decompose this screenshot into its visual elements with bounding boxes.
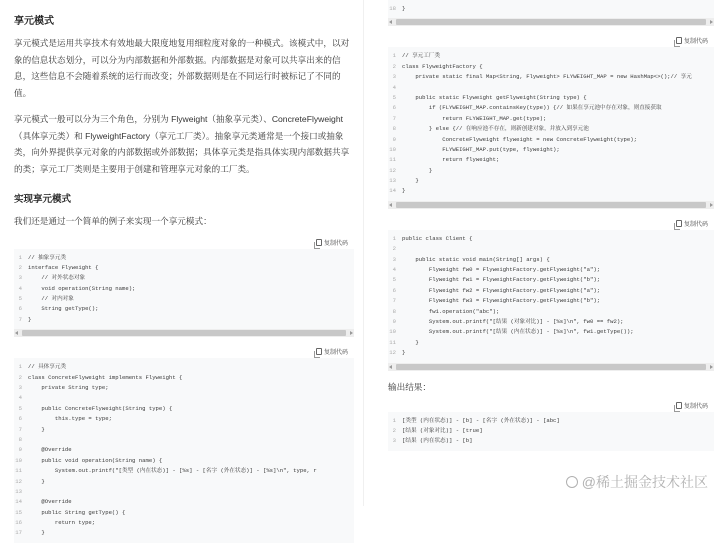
line-number: 11 (15, 467, 22, 475)
code-text: public void operation(String name) { (28, 456, 163, 464)
code-text: class FlyweightFactory { (402, 62, 483, 70)
code-text: if (FLYWEIGHT_MAP.containsKey(type)) {// 如果在享元池中存在对象，则直接获取 (402, 104, 662, 112)
code-text: return flyweight; (402, 156, 500, 164)
line-number: 3 (392, 255, 396, 263)
code-text: } (402, 349, 406, 357)
code-text: [结果 (内在状态)] - [b] (402, 437, 473, 445)
code-line (388, 327, 714, 337)
code-block-client (388, 217, 714, 371)
code-line (14, 508, 354, 518)
line-number: 3 (18, 384, 22, 392)
line-number: 3 (392, 73, 396, 81)
code-text: // 具体享元类 (28, 363, 67, 371)
code-text (28, 487, 354, 497)
line-number: 11 (389, 156, 396, 164)
code-line (388, 186, 714, 196)
code-line (388, 93, 714, 103)
code-text: } (28, 529, 45, 537)
line-number: 16 (15, 519, 22, 527)
code-line (388, 436, 714, 446)
code-text: private String type; (28, 384, 109, 392)
line-number: 7 (18, 315, 22, 323)
line-number: 12 (389, 349, 396, 357)
code-text: class ConcreteFlyweight implements Flyweight { (28, 373, 183, 381)
line-number: 12 (15, 477, 22, 485)
code-line (388, 124, 714, 134)
code-text: fw1.operation("abc"); (402, 307, 500, 315)
code-line (388, 114, 714, 124)
line-number: 5 (392, 93, 396, 101)
roles-paragraph: 享元模式一般可以分为三个角色，分别为 Flyweight（抽象享元类）、ConcreteFlyweight（具体享元类）和 FlyweightFactory（享元工厂类）。抽象享元类通常是一个接口或抽象类，向外界提供享元对象的内部数据或外部数据；具体享元类是指具体实现内部数据共享的类；享元工厂类则是主要用于创建和管理享元对象的工厂类。 (14, 114, 350, 174)
code-line (14, 284, 354, 294)
code-text: } (402, 5, 406, 12)
code-line (14, 528, 354, 538)
code-line (14, 253, 354, 263)
horizontal-scrollbar[interactable] (14, 329, 354, 337)
intro-paragraph: 享元模式是运用共享技术有效地最大限度地复用细粒度对象的一种模式。该模式中，以对象的信息状态划分，可以分为内部数据和外部数据。内部数据是对象可以共享出来的信息，这些信息不会随着系统的运行而改变；外部数据则是在不同运行时被标记了不同的值。 (14, 38, 350, 98)
copy-icon (316, 239, 322, 246)
watermark-text: @稀土掘金技术社区 (581, 474, 708, 490)
code-text: this.type = type; (28, 415, 112, 423)
left-column (0, 0, 360, 537)
code-text: } (402, 177, 419, 185)
code-line (388, 4, 714, 14)
copy-code-label: 复制代码 (683, 39, 708, 46)
line-number: 17 (15, 529, 22, 537)
code-line (388, 62, 714, 72)
code-text: Flyweight fw0 = FlyweightFactory.getFlyweight("a"); (402, 266, 601, 274)
copy-code-button[interactable] (316, 238, 348, 247)
code-text: } (402, 338, 419, 346)
code-line (388, 83, 714, 93)
code-line (388, 166, 714, 176)
line-number: 2 (18, 263, 22, 271)
line-number: 8 (392, 307, 396, 315)
copy-code-label: 复制代码 (323, 240, 348, 247)
code-line (14, 273, 354, 283)
code-text: } (402, 187, 406, 195)
code-text: @Override (28, 498, 72, 506)
code-block-flyweight-factory (388, 34, 714, 208)
code-text: } (28, 425, 45, 433)
line-number: 1 (392, 416, 396, 424)
code-line (14, 445, 354, 455)
code-text: Flyweight fw3 = FlyweightFactory.getFlyweight("b"); (402, 297, 601, 305)
code-text: public static void main(String[] args) { (402, 255, 550, 263)
copy-icon (676, 402, 682, 409)
code-text: System.out.printf("[类型 (内在状态)] - [%s] - [名字 (外在状态)] - [%s]\n", type, r (28, 467, 317, 475)
code-text: [类型 (内在状态)] - [b] - [名字 (外在状态)] - [abc] (402, 416, 560, 424)
code-text (402, 83, 714, 93)
code-line (14, 518, 354, 528)
line-number: 11 (389, 338, 396, 346)
line-number: 5 (18, 404, 22, 412)
code-text: public String getType() { (28, 508, 126, 516)
section-heading: 享元模式 (14, 16, 54, 27)
line-number: 2 (392, 426, 396, 434)
code-text: System.out.printf("[结果 (对象对比)] - [%s]\n", fw0 == fw2); (402, 317, 624, 325)
code-line (14, 487, 354, 497)
line-number: 9 (392, 317, 396, 325)
code-line (14, 393, 354, 403)
line-number: 14 (15, 498, 22, 506)
code-content (388, 0, 714, 18)
code-text: private static final Map<String, Flyweight> FLYWEIGHT_MAP = new HashMap<>();// 享元 (402, 73, 692, 81)
line-number: 6 (18, 415, 22, 423)
code-text: public class Client { (402, 234, 473, 242)
line-number: 10 (15, 456, 22, 464)
code-line (388, 72, 714, 82)
code-line (388, 265, 714, 275)
line-number: 5 (18, 295, 22, 303)
code-line (388, 145, 714, 155)
line-number: 2 (392, 245, 396, 253)
code-line (14, 315, 354, 325)
horizontal-scrollbar[interactable] (388, 18, 714, 26)
code-line (388, 176, 714, 186)
line-number: 1 (392, 234, 396, 242)
code-text: System.out.printf("[结果 (内在状态)] - [%s]\n", fw1.getType()); (402, 328, 634, 336)
code-text: @Override (28, 446, 72, 454)
code-block-flyweight-interface (14, 236, 354, 338)
horizontal-scrollbar[interactable] (388, 201, 714, 209)
code-text: Flyweight fw1 = FlyweightFactory.getFlyweight("b"); (402, 276, 601, 284)
line-number: 7 (392, 297, 396, 305)
copy-icon (676, 220, 682, 227)
line-number: 13 (389, 177, 396, 185)
copy-code-label: 复制代码 (683, 403, 708, 410)
example-intro-paragraph: 我们还是通过一个简单的例子来实现一个享元模式： (14, 216, 212, 226)
code-line (388, 317, 714, 327)
line-number: 7 (18, 425, 22, 433)
code-line (388, 103, 714, 113)
code-block-concrete-flyweight-end (388, 0, 714, 26)
code-line (388, 296, 714, 306)
code-line (14, 456, 354, 466)
code-text: // 对内对象 (28, 295, 74, 303)
code-line (14, 362, 354, 372)
code-text: // 抽象享元类 (28, 253, 67, 261)
code-text: Flyweight fw2 = FlyweightFactory.getFlyweight("a"); (402, 286, 601, 294)
line-number: 3 (18, 274, 22, 282)
copy-icon (316, 348, 322, 355)
code-text: FLYWEIGHT_MAP.put(type, flyweight); (402, 145, 560, 153)
code-line (14, 435, 354, 445)
code-text: } (402, 166, 433, 174)
copy-code-button[interactable] (316, 347, 348, 356)
subsection-heading: 实现享元模式 (14, 194, 72, 205)
code-line (14, 404, 354, 414)
line-number: 15 (15, 508, 22, 516)
code-line (14, 497, 354, 507)
line-number: 13 (15, 487, 22, 495)
code-line (14, 466, 354, 476)
code-line (388, 244, 714, 254)
code-text: String getType(); (28, 305, 99, 313)
code-line (388, 51, 714, 61)
line-number: 9 (392, 135, 396, 143)
code-text (28, 435, 354, 445)
code-block-output (388, 399, 714, 451)
column-divider (363, 0, 364, 506)
code-text: } (28, 315, 32, 323)
code-line (388, 255, 714, 265)
code-text: public static Flyweight getFlyweight(String type) { (402, 93, 587, 101)
line-number: 3 (392, 437, 396, 445)
code-line (14, 477, 354, 487)
output-title: 输出结果： (388, 381, 431, 392)
code-text: return type; (28, 519, 96, 527)
code-line (388, 426, 714, 436)
code-line (14, 383, 354, 393)
line-number: 4 (392, 266, 396, 274)
line-number: 7 (392, 114, 396, 122)
line-number: 14 (389, 187, 396, 195)
horizontal-scrollbar[interactable] (388, 363, 714, 371)
code-text: // 享元工厂类 (402, 52, 441, 60)
copy-code-button[interactable] (676, 36, 708, 45)
line-number: 2 (18, 373, 22, 381)
line-number: 8 (18, 435, 22, 443)
code-line (14, 414, 354, 424)
copy-code-label: 复制代码 (683, 221, 708, 228)
code-text (402, 244, 714, 254)
code-line (388, 338, 714, 348)
code-line (14, 304, 354, 314)
watermark (566, 472, 708, 492)
code-content (388, 47, 714, 200)
code-line (14, 373, 354, 383)
line-number: 6 (18, 305, 22, 313)
code-text: [结果 (对象对比)] - [true] (402, 426, 483, 434)
code-line (388, 416, 714, 426)
copy-code-button[interactable] (676, 401, 708, 410)
copy-icon (676, 37, 682, 44)
line-number: 10 (389, 145, 396, 153)
code-line (388, 286, 714, 296)
code-text: public ConcreteFlyweight(String type) { (28, 404, 173, 412)
code-content (14, 358, 354, 543)
code-text: } else {// 在响应池不存在，则新创建对象，并放入到享元池 (402, 125, 589, 133)
line-number: 18 (389, 5, 396, 12)
code-line (14, 263, 354, 273)
line-number: 1 (392, 52, 396, 60)
line-number: 8 (392, 125, 396, 133)
code-content (388, 412, 714, 451)
line-number: 4 (392, 83, 396, 91)
line-number: 9 (18, 446, 22, 454)
line-number: 6 (392, 104, 396, 112)
line-number: 4 (18, 394, 22, 402)
line-number: 4 (18, 284, 22, 292)
code-text: void operation(String name); (28, 284, 136, 292)
juejin-logo-icon (566, 476, 578, 488)
line-number: 1 (18, 253, 22, 261)
code-content (388, 230, 714, 363)
code-text: interface Flyweight { (28, 263, 99, 271)
code-text: // 对外状态对象 (28, 274, 86, 282)
code-line (388, 135, 714, 145)
code-line (388, 155, 714, 165)
right-column (368, 0, 720, 506)
code-text (28, 393, 354, 403)
line-number: 2 (392, 62, 396, 70)
code-text: return FLYWEIGHT_MAP.get(type); (402, 114, 547, 122)
code-block-concrete-flyweight (14, 345, 354, 543)
code-text: ConcreteFlyweight flyweight = new ConcreteFlyweight(type); (402, 135, 637, 143)
line-number: 5 (392, 276, 396, 284)
code-text: } (28, 477, 45, 485)
line-number: 1 (18, 363, 22, 371)
code-line (388, 348, 714, 358)
copy-code-label: 复制代码 (323, 350, 348, 357)
code-line (388, 307, 714, 317)
line-number: 6 (392, 286, 396, 294)
code-line (388, 234, 714, 244)
copy-code-button[interactable] (676, 219, 708, 228)
line-number: 12 (389, 166, 396, 174)
code-line (388, 275, 714, 285)
code-line (14, 425, 354, 435)
code-line (14, 294, 354, 304)
code-content (14, 249, 354, 330)
line-number: 10 (389, 328, 396, 336)
